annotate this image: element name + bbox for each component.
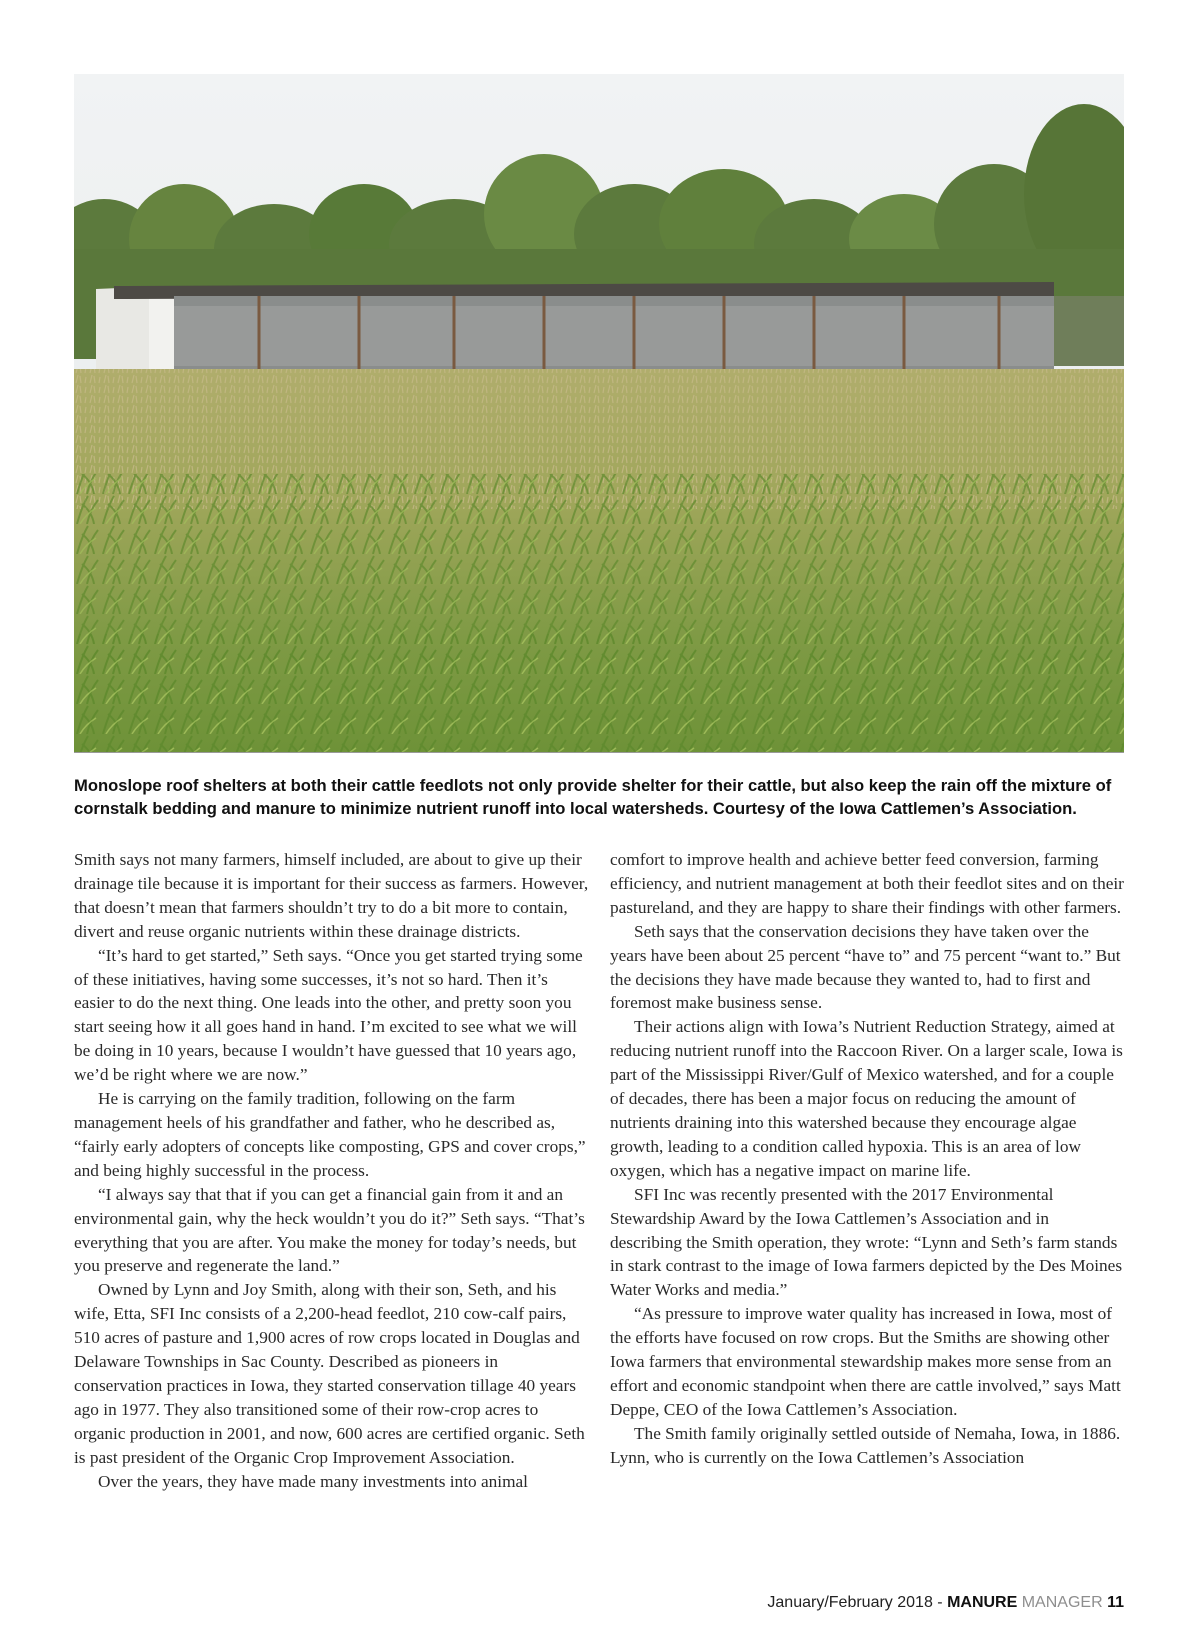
paragraph: He is carrying on the family tradition, following on the farm management heels of his grandfather and father, who he described as, “fairly early adopters of concepts like composting, GPS and cover crops,” and being highly successful in the process. [74,1089,586,1180]
photo-caption: Monoslope roof shelters at both their cattle feedlots not only provide shelter for their cattle, but also keep the rain off the mixture of cornstalk bedding and manure to minimize nutrient runoff into local watersheds. Courtesy of the Iowa Cattlemen’s Association. [74,776,1112,818]
magazine-name-light: MANAGER [1017,1594,1103,1611]
corn-leaves-foreground [74,634,1124,752]
article-column-right [610,848,1124,1470]
magazine-name-bold: MANURE [947,1594,1018,1611]
paragraph: “I always say that that if you can get a financial gain from it and an environmental gain, why the heck wouldn’t you do it?” Seth says. “That’s everything that you are after. You make the money for today’s needs, but you preserve and regenerate the land.” [74,1184,585,1276]
paragraph: Smith says not many farmers, himself included, are about to give up their drainage tile because it is important for their success as farmers. However, that doesn’t mean that farmers shouldn’t try to do a bit more to contain, divert and reuse organic nutrients within these drainage districts. [74,850,589,941]
article-column-left [74,848,590,1493]
paragraph: The Smith family originally settled outside of Nemaha, Iowa, in 1886. Lynn, who is currently on the Iowa Cattlemen’s Association [610,1423,1121,1467]
paragraph: “As pressure to improve water quality has increased in Iowa, most of the efforts have focused on row crops. But the Smiths are showing other Iowa farmers that environmental stewardship makes more sense from an effort and economic standpoint when there are cattle involved,” says Matt Deppe, CEO of the Iowa Cattlemen’s Association. [610,1304,1121,1419]
paragraph: Over the years, they have made many investments into animal [98,1471,528,1491]
paragraph: SFI Inc was recently presented with the 2017 Environmental Stewardship Award by the Iowa Cattlemen’s Association and in describing the Smith operation, they wrote: “Lynn and Seth’s farm stands in stark contrast to the image of Iowa farmers depicted by the Des Moines Water Works and media.” [610,1184,1123,1300]
page-number: 11 [1107,1594,1124,1611]
issue-date: January/February 2018 - [767,1594,948,1611]
paragraph: Owned by Lynn and Joy Smith, along with their son, Seth, and his wife, Etta, SFI Inc consists of a 2,200-head feedlot, 210 cow-calf pairs, 510 acres of pasture and 1,900 acres of row crops located in Douglas and Delaware Townships in Sac County. Described as pioneers in conservation practices in Iowa, they started conservation tillage 40 years ago in 1977. They also transitioned some of their row-crop acres to organic production in 2001, and now, 600 acres are certified organic. Seth is past president of the Organic Crop Improvement Association. [74,1280,585,1467]
monoslope-shelter [96,282,1124,374]
paragraph: Seth says that the conservation decisions they have taken over the years have been about 25 percent “have to” and 75 percent “want to.” But the decisions they have made because they wanted to, had to first and foremost make business sense. [610,921,1121,1013]
paragraph: comfort to improve health and achieve better feed conversion, farming efficiency, and nutrient management at both their feedlot sites and on their pastureland, and they are happy to share their findings with other farmers. [610,850,1124,917]
page-footer [767,1594,1124,1612]
paragraph: Their actions align with Iowa’s Nutrient Reduction Strategy, aimed at reducing nutrient runoff into the Raccoon River. On a larger scale, Iowa is part of the Mississippi River/Gulf of Mexico watershed, and for a couple of decades, there has been a major focus on reducing the amount of nutrients draining into this watershed because they encourage algae growth, leading to a condition called hypoxia. This is an area of low oxygen, which has a negative impact on marine life. [610,1017,1123,1180]
feedlot-photo [74,74,1124,753]
paragraph: “It’s hard to get started,” Seth says. “Once you get started trying some of these initiatives, having some successes, it’s not so hard. Then it’s easier to do the next thing. One leads into the other, and pretty soon you start seeing how it all goes hand in hand. I’m excited to see what we will be doing in 10 years, because I wouldn’t have guessed that 10 years ago, we’d be right where we are now.” [74,945,583,1085]
feedlot-photo-illustration [74,74,1124,752]
